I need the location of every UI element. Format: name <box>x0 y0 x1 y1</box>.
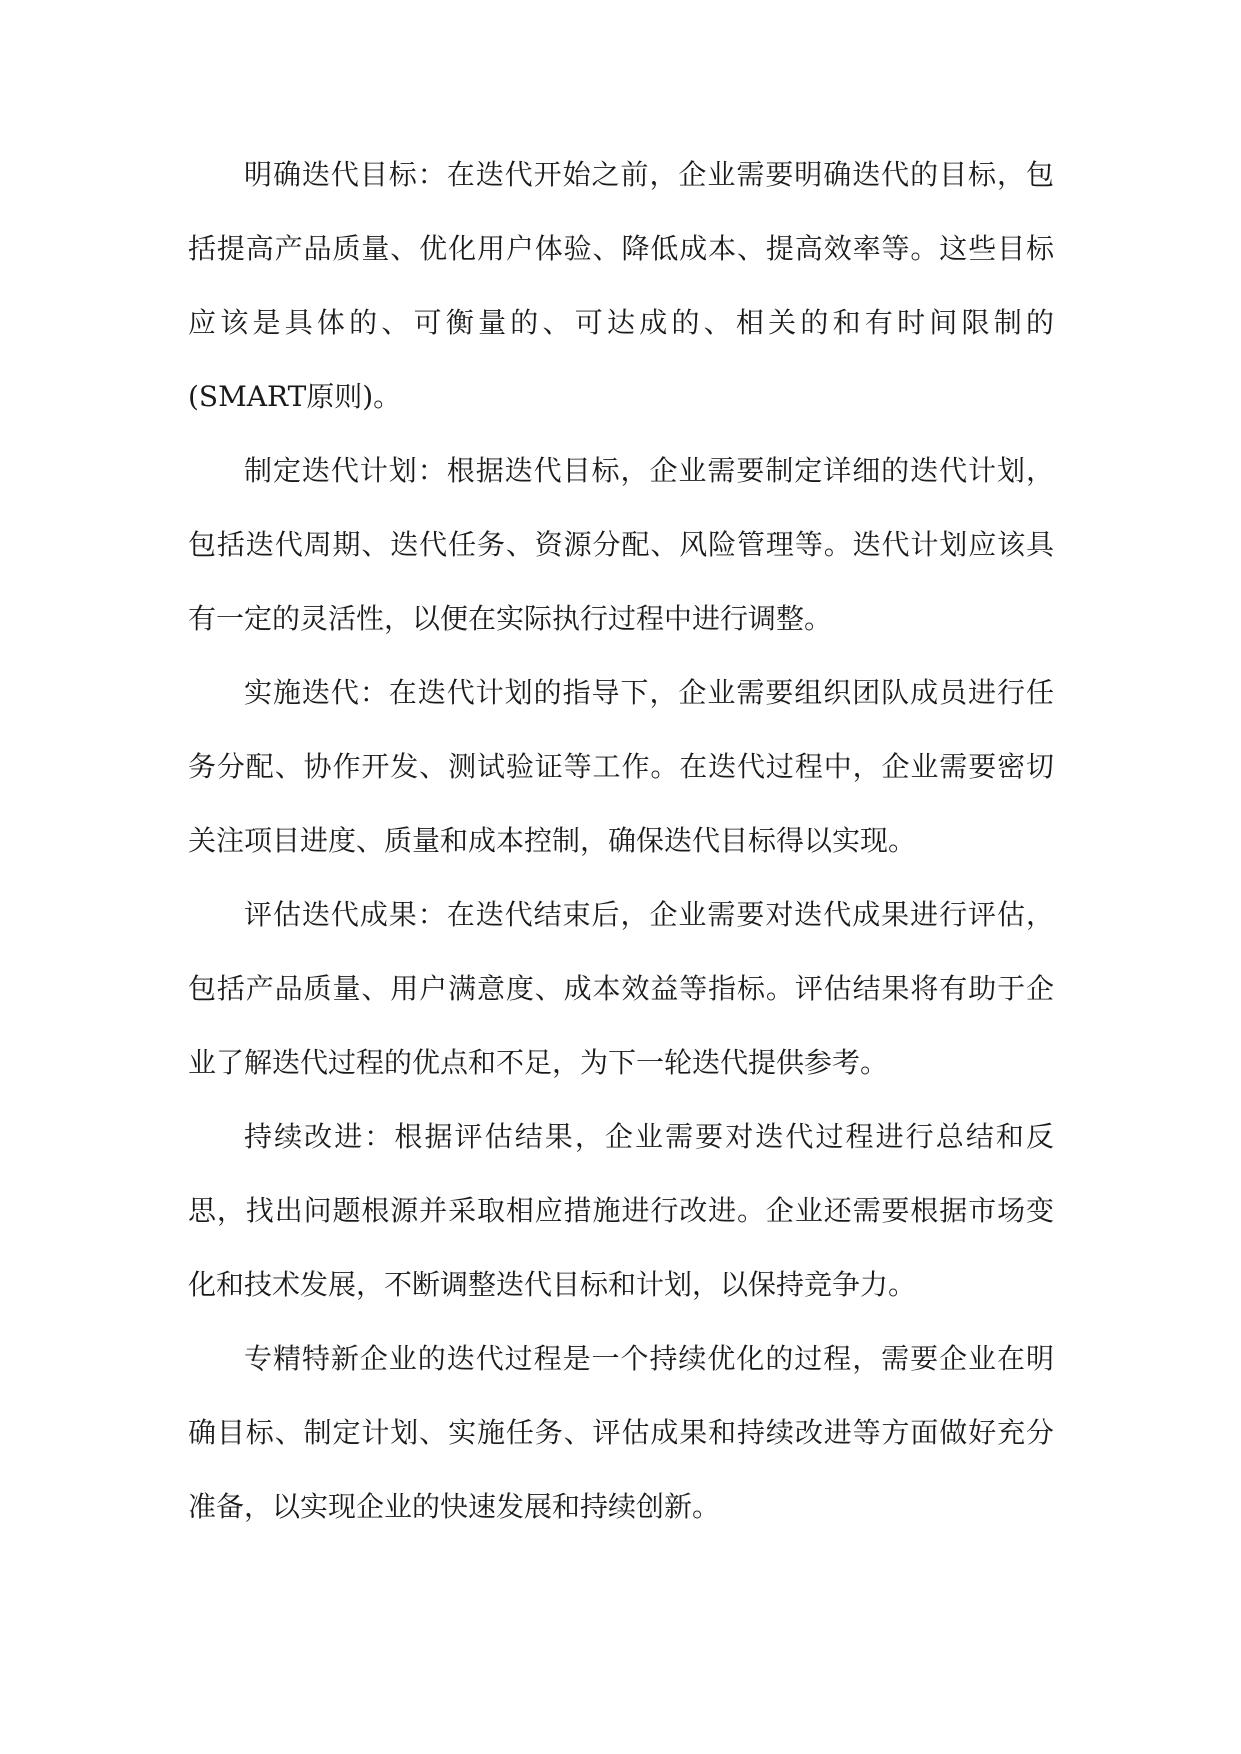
paragraph-define-goals: 明确迭代目标：在迭代开始之前，企业需要明确迭代的目标，包括提高产品质量、优化用户体验、降低成本、提高效率等。这些目标应该是具体的、可衡量的、可达成的、相关的和有时间限制的(SMART原则)。 <box>188 158 1054 413</box>
paragraph-evaluate: 评估迭代成果：在迭代结束后，企业需要对迭代成果进行评估，包括产品质量、用户满意度、成本效益等指标。评估结果将有助于企业了解迭代过程的优点和不足，为下一轮迭代提供参考。 <box>188 898 1054 1079</box>
paragraph-improve: 持续改进：根据评估结果，企业需要对迭代过程进行总结和反思，找出问题根源并采取相应措施进行改进。企业还需要根据市场变化和技术发展，不断调整迭代目标和计划，以保持竞争力。 <box>188 1120 1054 1301</box>
paragraph-implement: 实施迭代：在迭代计划的指导下，企业需要组织团队成员进行任务分配、协作开发、测试验证等工作。在迭代过程中，企业需要密切关注项目进度、质量和成本控制，确保迭代目标得以实现。 <box>188 676 1054 857</box>
paragraph-summary: 专精特新企业的迭代过程是一个持续优化的过程，需要企业在明确目标、制定计划、实施任务、评估成果和持续改进等方面做好充分准备，以实现企业的快速发展和持续创新。 <box>188 1342 1054 1523</box>
paragraph-make-plan: 制定迭代计划：根据迭代目标，企业需要制定详细的迭代计划，包括迭代周期、迭代任务、资源分配、风险管理等。迭代计划应该具有一定的灵活性，以便在实际执行过程中进行调整。 <box>188 454 1054 635</box>
document-body <box>188 138 1054 1544</box>
